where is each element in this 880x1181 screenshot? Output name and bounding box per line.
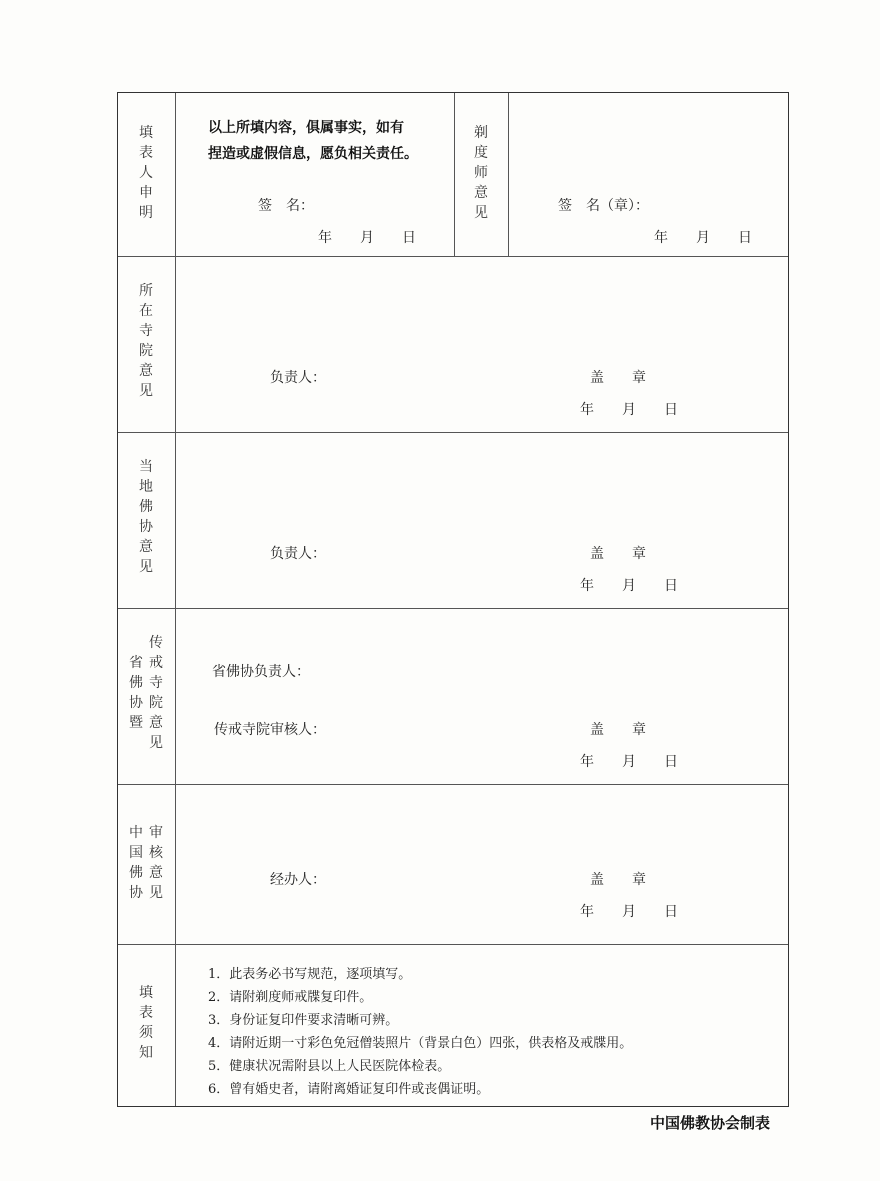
label-char: 传 [149,635,163,651]
instruction-item: 6．曾有婚史者，请附离婚证复印件或丧偶证明。 [208,1082,490,1097]
label-char: 见 [139,559,153,575]
temple-date: 年 月 日 [580,402,678,418]
instructions-list [208,963,632,1101]
label-char: 表 [139,145,153,161]
label-char: 人 [139,165,153,181]
row-declaration [118,93,788,257]
label-provincial-right [148,633,164,753]
provincial-seal-label: 盖 章 [590,722,646,738]
label-char: 意 [149,865,163,881]
applicant-sign-label: 签 名： [258,198,314,214]
label-char: 见 [149,885,163,901]
label-instructions [138,983,154,1063]
label-char: 审 [149,825,163,841]
instruction-item: 5．健康状况需附县以上人民医院体检表。 [208,1059,451,1074]
instruction-item: 2．请附剃度师戒牒复印件。 [208,990,373,1005]
national-seal-label: 盖 章 [590,872,646,888]
label-char: 意 [139,539,153,555]
label-char: 度 [474,145,488,161]
local-seal-label: 盖 章 [590,546,646,562]
label-national-right [148,823,164,903]
application-form-table [117,92,789,1107]
master-date: 年 月 日 [654,230,752,246]
label-declaration [138,123,154,223]
divider-left-master [454,93,455,256]
temple-seal-label: 盖 章 [590,370,646,386]
applicant-date: 年 月 日 [318,230,416,246]
label-master-opinion [473,123,489,223]
label-char: 见 [139,383,153,399]
instruction-item: 3．身份证复印件要求清晰可辨。 [208,1013,399,1028]
label-char: 知 [139,1045,153,1061]
declaration-line-2: 捏造或虚假信息，愿负相关责任。 [208,146,418,162]
label-char: 在 [139,303,153,319]
label-char: 寺 [149,675,163,691]
label-char: 寺 [139,323,153,339]
divider-right-master [508,93,509,256]
label-char: 填 [139,985,153,1001]
provincial-person-label: 省佛协负责人： [212,664,310,680]
label-char: 见 [474,205,488,221]
label-char: 意 [149,715,163,731]
row-local-association-opinion [118,433,788,609]
label-cell-provincial [118,609,176,784]
master-sign-label: 签 名（章）： [558,198,649,214]
row-national-review [118,785,788,945]
label-cell-declaration [118,93,176,256]
declaration-line-1: 以上所填内容，俱属事实，如有 [208,120,404,136]
label-char: 佛 [129,675,143,691]
label-cell-national [118,785,176,944]
label-cell-temple [118,257,176,432]
label-char: 当 [139,459,153,475]
label-char: 所 [139,283,153,299]
label-char: 佛 [129,865,143,881]
label-char: 见 [149,735,163,751]
national-date: 年 月 日 [580,904,678,920]
label-char: 院 [149,695,163,711]
label-provincial-left [128,653,144,733]
local-date: 年 月 日 [580,578,678,594]
label-char: 填 [139,125,153,141]
label-char: 明 [139,205,153,221]
local-person-label: 负责人： [270,546,326,562]
provincial-date: 年 月 日 [580,754,678,770]
label-char: 须 [139,1025,153,1041]
label-temple-opinion [138,281,154,401]
label-char: 师 [474,165,488,181]
label-char: 协 [129,885,143,901]
row-temple-opinion [118,257,788,433]
label-char: 意 [139,363,153,379]
label-cell-local [118,433,176,608]
row-provincial-opinion [118,609,788,785]
label-char: 省 [129,655,143,671]
label-char: 中 [129,825,143,841]
label-char: 佛 [139,499,153,515]
instruction-item: 1．此表务必书写规范，逐项填写。 [208,967,412,982]
label-char: 申 [139,185,153,201]
label-char: 院 [139,343,153,359]
label-char: 地 [139,479,153,495]
label-char: 暨 [129,715,143,731]
national-handler-label: 经办人： [270,872,326,888]
label-char: 国 [129,845,143,861]
label-char: 意 [474,185,488,201]
label-char: 剃 [474,125,488,141]
label-cell-instructions [118,945,176,1106]
label-char: 协 [139,519,153,535]
temple-person-label: 负责人： [270,370,326,386]
row-instructions [118,945,788,1106]
label-char: 戒 [149,655,163,671]
instruction-item: 4．请附近期一寸彩色免冠僧装照片（背景白色）四张，供表格及戒牒用。 [208,1036,633,1051]
declaration-text [208,115,418,167]
label-national-left [128,823,144,903]
label-char: 核 [149,845,163,861]
label-char: 表 [139,1005,153,1021]
ordination-temple-reviewer-label: 传戒寺院审核人： [214,722,326,738]
footer-issuer: 中国佛教协会制表 [649,1114,770,1132]
label-local-opinion [138,457,154,577]
label-char: 协 [129,695,143,711]
